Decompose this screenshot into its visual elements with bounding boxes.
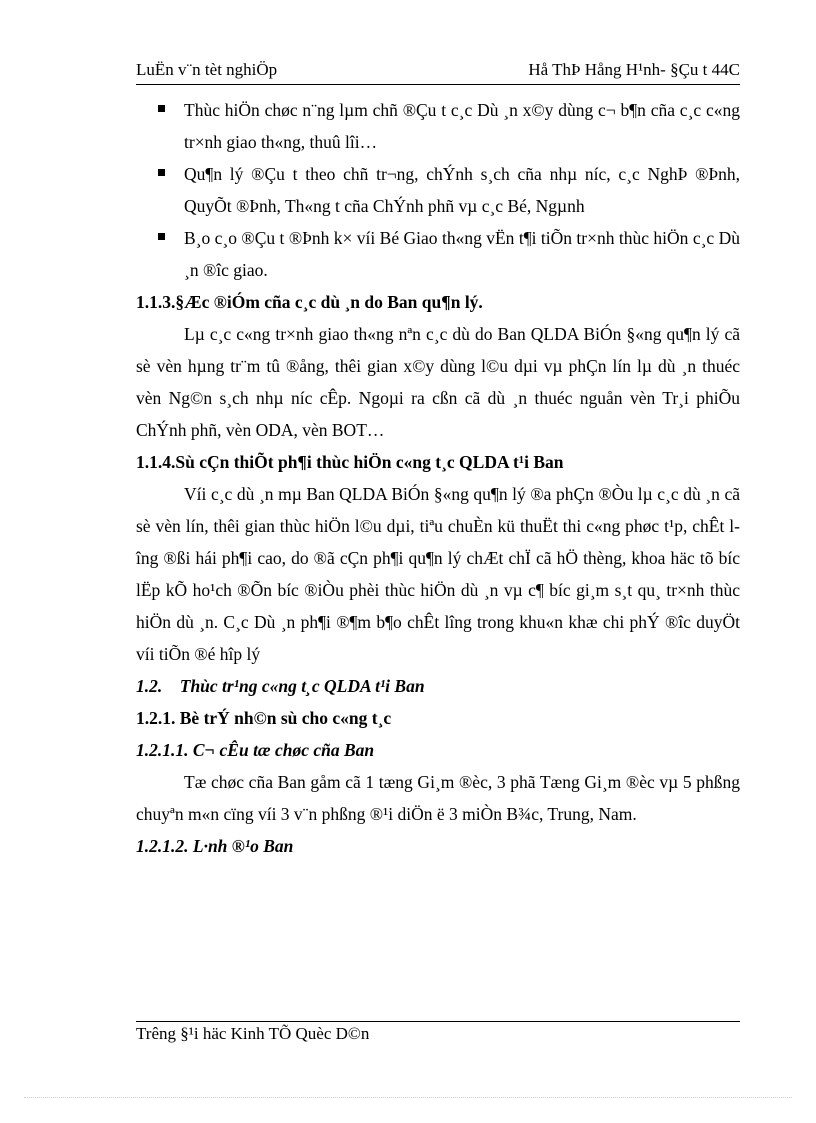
paragraph: Víi c¸c dù ¸n mµ Ban QLDA BiÓn §«ng qu¶n lý ®a phÇn ®Òu lµ c¸c dù ¸n cã sè vèn lín, thêi gian thùc hiÖn l©u dµi, tiªu chuÈn kü thuËt thi c«ng phøc t¹p, chÊt lîng ®ßi hái ph¶i cao, do ®ã cÇn ph¶i qu¶n lý chÆt chÏ cã hÖ thèng, khoa häc tõ bíc lËp kÕ ho¹ch ®Õn bíc ®iÒu phèi thùc hiÖn dù ¸n vµ c¶ bíc gi¸m s¸t qu¸ tr×nh thùc hiÖn dù ¸n. C¸c Dù ¸n ph¶i ®¶m b¶o chÊt lîng trong khu«n khæ chi phÝ ®îc duyÖt víi tiÕn ®é hîp lý xyxy=(136,484,740,664)
section-heading-1-2-1-1: 1.2.1.1. C¬ cÊu tæ chøc cña Ban xyxy=(136,740,375,760)
footer-divider xyxy=(136,1021,740,1022)
section-heading-1-1-3: 1.1.3.§Æc ®iÓm cña c¸c dù ¸n do Ban qu¶n lý. xyxy=(136,292,483,312)
square-bullet-icon xyxy=(158,105,165,112)
section-heading-1-2-1: 1.2.1. Bè trÝ nh©n sù cho c«ng t¸c xyxy=(136,708,392,728)
bullet-item xyxy=(136,94,740,158)
section-heading-1-2-1-2: 1.2.1.2. L·nh ®¹o Ban xyxy=(136,836,294,856)
header-thesis-title: LuËn v¨n tèt nghiÖp xyxy=(136,60,278,79)
header-divider xyxy=(136,84,740,85)
square-bullet-icon xyxy=(158,233,165,240)
paragraph: Tæ chøc cña Ban gåm cã 1 tæng Gi¸m ®èc, 3 phã Tæng Gi¸m ®èc vµ 5 phßng chuyªn m«n cïng víi 3 v¨n phßng ®¹i diÖn ë 3 miÒn B¾c, Trung, Nam. xyxy=(136,772,740,824)
page-bottom-edge xyxy=(24,1097,792,1098)
paragraph: Lµ c¸c c«ng tr×nh giao th«ng nªn c¸c dù do Ban QLDA BiÓn §«ng qu¶n lý cã sè vèn hµng tr¨m tû ®ång, thêi gian x©y dùng l©u dµi vµ phÇn lín lµ dù ¸n thuéc vèn Ng©n s¸ch nhµ níc cÊp. Ngoµi ra cßn cã dù ¸n thuéc nguån vèn Tr¸i phiÕu ChÝnh phñ, vèn ODA, vèn BOT… xyxy=(136,324,740,440)
bullet-text: B¸o c¸o ®Çu t ®Þnh k× víi Bé Giao th«ng vËn t¶i tiÕn tr×nh thùc hiÖn c¸c Dù ¸n ®îc giao. xyxy=(184,228,740,280)
page-header xyxy=(136,58,740,84)
bullet-item xyxy=(136,222,740,286)
bullet-text: Thùc hiÖn chøc n¨ng lµm chñ ®Çu t c¸c Dù ¸n x©y dùng c¬ b¶n cña c¸c c«ng tr×nh giao th«ng, thuû lîi… xyxy=(184,100,740,152)
square-bullet-icon xyxy=(158,169,165,176)
bullet-item xyxy=(136,158,740,222)
bullet-text: Qu¶n lý ®Çu t theo chñ tr¬ng, chÝnh s¸ch cña nhµ níc, c¸c NghÞ ®Þnh, QuyÕt ®Þnh, Th«ng t cña ChÝnh phñ vµ c¸c Bé, Ngµnh xyxy=(184,164,740,216)
document-body xyxy=(136,94,740,862)
header-author: Hå ThÞ Hång H¹nh- §Çu t 44C xyxy=(528,60,740,79)
page-footer: Trêng §¹i häc Kinh TÕ Quèc D©n xyxy=(136,1024,370,1043)
section-heading-1-1-4: 1.1.4.Sù cÇn thiÕt ph¶i thùc hiÖn c«ng t¸c QLDA t¹i Ban xyxy=(136,452,564,472)
section-heading-1-2: 1.2. Thùc tr¹ng c«ng t¸c QLDA t¹i Ban xyxy=(136,676,425,696)
